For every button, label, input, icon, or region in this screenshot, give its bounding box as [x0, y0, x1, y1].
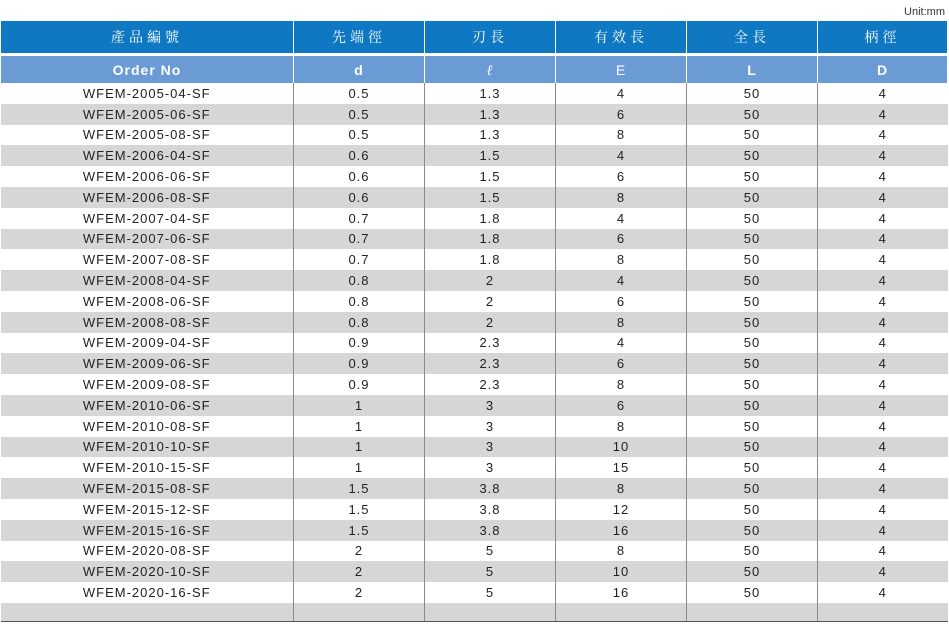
table-row: [1, 83, 948, 104]
cell-d-shank: 4: [818, 312, 948, 333]
cell-empty: [1, 603, 294, 622]
table-row: [1, 582, 948, 603]
cell-e: 6: [556, 291, 687, 312]
cell-e: 15: [556, 457, 687, 478]
cell-l-small: 3: [425, 457, 556, 478]
cell-l-small: 1.5: [425, 166, 556, 187]
cell-l: 50: [687, 437, 818, 458]
header-d: d: [294, 56, 425, 83]
cell-order-no: WFEM-2015-08-SF: [1, 478, 294, 499]
cell-d: 0.5: [294, 104, 425, 125]
cell-d: 0.9: [294, 374, 425, 395]
cell-d-shank: 4: [818, 541, 948, 562]
cell-d-shank: 4: [818, 270, 948, 291]
cell-l: 50: [687, 249, 818, 270]
unit-label: Unit:mm: [904, 6, 945, 18]
cell-d-shank: 4: [818, 499, 948, 520]
cell-e: 8: [556, 187, 687, 208]
cell-d-shank: 4: [818, 416, 948, 437]
table-row: [1, 416, 948, 437]
spec-table: [0, 21, 948, 622]
table-row: [1, 395, 948, 416]
cell-d: 1.5: [294, 520, 425, 541]
cell-d-shank: 4: [818, 229, 948, 250]
cell-order-no: WFEM-2015-12-SF: [1, 499, 294, 520]
cell-empty: [294, 603, 425, 622]
table-body: [1, 83, 948, 621]
cell-order-no: WFEM-2020-10-SF: [1, 561, 294, 582]
cell-d-shank: 4: [818, 582, 948, 603]
table-row: [1, 166, 948, 187]
cell-order-no: WFEM-2008-06-SF: [1, 291, 294, 312]
cell-l: 50: [687, 333, 818, 354]
cell-d-shank: 4: [818, 353, 948, 374]
cell-empty: [556, 603, 687, 622]
cell-l: 50: [687, 166, 818, 187]
cell-d-shank: 4: [818, 478, 948, 499]
cell-l: 50: [687, 208, 818, 229]
table-row: [1, 312, 948, 333]
cell-l-small: 1.8: [425, 249, 556, 270]
header-row-en: [1, 56, 948, 83]
cell-e: 10: [556, 561, 687, 582]
cell-d: 2: [294, 582, 425, 603]
cell-e: 4: [556, 270, 687, 291]
cell-order-no: WFEM-2020-16-SF: [1, 582, 294, 603]
cell-l: 50: [687, 145, 818, 166]
table-row: [1, 478, 948, 499]
table-row: [1, 291, 948, 312]
cell-d-shank: 4: [818, 457, 948, 478]
header-l-small: ℓ: [425, 56, 556, 83]
table-row: [1, 561, 948, 582]
cell-d-shank: 4: [818, 333, 948, 354]
cell-d-shank: 4: [818, 187, 948, 208]
table-row: [1, 541, 948, 562]
cell-e: 16: [556, 520, 687, 541]
table-row: [1, 270, 948, 291]
cell-l-small: 2: [425, 291, 556, 312]
cell-d: 1.5: [294, 499, 425, 520]
table-row: [1, 520, 948, 541]
cell-l-small: 5: [425, 541, 556, 562]
cell-d-shank: 4: [818, 520, 948, 541]
cell-e: 6: [556, 353, 687, 374]
cell-e: 6: [556, 229, 687, 250]
cell-d: 2: [294, 561, 425, 582]
cell-d-shank: 4: [818, 437, 948, 458]
cell-e: 8: [556, 312, 687, 333]
cell-order-no: WFEM-2007-04-SF: [1, 208, 294, 229]
header-d-shank: D: [818, 56, 948, 83]
cell-d-shank: 4: [818, 104, 948, 125]
cell-l-small: 5: [425, 561, 556, 582]
cell-order-no: WFEM-2015-16-SF: [1, 520, 294, 541]
cell-l: 50: [687, 395, 818, 416]
table-row: [1, 457, 948, 478]
cell-order-no: WFEM-2010-06-SF: [1, 395, 294, 416]
header-l: L: [687, 56, 818, 83]
header-shank-diameter-zh: 柄徑: [818, 21, 948, 53]
cell-d: 1: [294, 395, 425, 416]
header-row-zh: [1, 21, 948, 53]
table-row: [1, 499, 948, 520]
cell-l: 50: [687, 416, 818, 437]
cell-e: 4: [556, 83, 687, 104]
cell-e: 8: [556, 416, 687, 437]
cell-d-shank: 4: [818, 83, 948, 104]
cell-e: 4: [556, 145, 687, 166]
cell-order-no: WFEM-2010-08-SF: [1, 416, 294, 437]
header-order-no-zh: 產品編號: [1, 21, 294, 53]
cell-empty: [425, 603, 556, 622]
cell-l-small: 5: [425, 582, 556, 603]
cell-l-small: 2: [425, 312, 556, 333]
cell-l: 50: [687, 561, 818, 582]
cell-empty: [687, 603, 818, 622]
cell-e: 4: [556, 333, 687, 354]
cell-l: 50: [687, 125, 818, 146]
cell-order-no: WFEM-2005-06-SF: [1, 104, 294, 125]
cell-order-no: WFEM-2010-15-SF: [1, 457, 294, 478]
cell-order-no: WFEM-2006-08-SF: [1, 187, 294, 208]
table-row: [1, 145, 948, 166]
cell-d: 0.9: [294, 353, 425, 374]
cell-order-no: WFEM-2009-04-SF: [1, 333, 294, 354]
cell-d-shank: 4: [818, 166, 948, 187]
cell-e: 8: [556, 374, 687, 395]
cell-order-no: WFEM-2009-06-SF: [1, 353, 294, 374]
cell-l-small: 1.3: [425, 125, 556, 146]
table-row: [1, 229, 948, 250]
cell-e: 10: [556, 437, 687, 458]
cell-l-small: 2.3: [425, 333, 556, 354]
table-row: [1, 249, 948, 270]
cell-l: 50: [687, 291, 818, 312]
cell-l-small: 3: [425, 416, 556, 437]
cell-l: 50: [687, 582, 818, 603]
cell-d: 1.5: [294, 478, 425, 499]
cell-l: 50: [687, 353, 818, 374]
header-order-no-en: Order No: [1, 56, 294, 83]
cell-order-no: WFEM-2008-08-SF: [1, 312, 294, 333]
header-flute-length-zh: 刃長: [425, 21, 556, 53]
cell-l: 50: [687, 499, 818, 520]
cell-d-shank: 4: [818, 249, 948, 270]
cell-e: 8: [556, 125, 687, 146]
cell-d: 0.8: [294, 312, 425, 333]
cell-d: 1: [294, 437, 425, 458]
cell-l-small: 2: [425, 270, 556, 291]
cell-d: 2: [294, 541, 425, 562]
cell-order-no: WFEM-2006-04-SF: [1, 145, 294, 166]
cell-l: 50: [687, 457, 818, 478]
cell-d-shank: 4: [818, 125, 948, 146]
table-row: [1, 333, 948, 354]
cell-l-small: 2.3: [425, 353, 556, 374]
cell-e: 16: [556, 582, 687, 603]
cell-d: 1: [294, 416, 425, 437]
table-row: [1, 104, 948, 125]
cell-l: 50: [687, 270, 818, 291]
cell-l-small: 1.3: [425, 83, 556, 104]
table-row: [1, 353, 948, 374]
table-row-empty: [1, 603, 948, 622]
cell-e: 4: [556, 208, 687, 229]
cell-l: 50: [687, 374, 818, 395]
cell-l: 50: [687, 312, 818, 333]
cell-d-shank: 4: [818, 145, 948, 166]
cell-d-shank: 4: [818, 291, 948, 312]
cell-d-shank: 4: [818, 208, 948, 229]
cell-l-small: 1.8: [425, 208, 556, 229]
cell-d: 0.5: [294, 83, 425, 104]
cell-l-small: 1.5: [425, 187, 556, 208]
cell-order-no: WFEM-2006-06-SF: [1, 166, 294, 187]
cell-order-no: WFEM-2010-10-SF: [1, 437, 294, 458]
cell-d: 0.6: [294, 145, 425, 166]
header-effective-length-zh: 有效長: [556, 21, 687, 53]
cell-d: 0.5: [294, 125, 425, 146]
table-row: [1, 187, 948, 208]
cell-d: 0.6: [294, 187, 425, 208]
cell-d: 0.9: [294, 333, 425, 354]
cell-order-no: WFEM-2009-08-SF: [1, 374, 294, 395]
cell-l: 50: [687, 104, 818, 125]
table-row: [1, 125, 948, 146]
cell-l: 50: [687, 229, 818, 250]
header-e: E: [556, 56, 687, 83]
cell-order-no: WFEM-2005-08-SF: [1, 125, 294, 146]
cell-d-shank: 4: [818, 374, 948, 395]
cell-l: 50: [687, 541, 818, 562]
cell-d: 0.7: [294, 208, 425, 229]
cell-l-small: 2.3: [425, 374, 556, 395]
cell-l-small: 1.5: [425, 145, 556, 166]
cell-l-small: 1.3: [425, 104, 556, 125]
header-overall-length-zh: 全長: [687, 21, 818, 53]
cell-order-no: WFEM-2007-06-SF: [1, 229, 294, 250]
cell-e: 8: [556, 541, 687, 562]
table-row: [1, 437, 948, 458]
cell-empty: [818, 603, 948, 622]
cell-l-small: 3.8: [425, 499, 556, 520]
table-row: [1, 374, 948, 395]
cell-d-shank: 4: [818, 395, 948, 416]
cell-e: 8: [556, 249, 687, 270]
cell-d: 1: [294, 457, 425, 478]
header-tip-diameter-zh: 先端徑: [294, 21, 425, 53]
cell-e: 6: [556, 166, 687, 187]
cell-l-small: 3.8: [425, 478, 556, 499]
cell-order-no: WFEM-2008-04-SF: [1, 270, 294, 291]
cell-d: 0.7: [294, 249, 425, 270]
cell-d: 0.7: [294, 229, 425, 250]
cell-l: 50: [687, 520, 818, 541]
cell-l: 50: [687, 187, 818, 208]
cell-e: 6: [556, 104, 687, 125]
cell-order-no: WFEM-2005-04-SF: [1, 83, 294, 104]
cell-l-small: 3: [425, 437, 556, 458]
cell-e: 12: [556, 499, 687, 520]
cell-l: 50: [687, 478, 818, 499]
cell-d-shank: 4: [818, 561, 948, 582]
cell-d: 0.8: [294, 270, 425, 291]
table-row: [1, 208, 948, 229]
cell-l-small: 1.8: [425, 229, 556, 250]
cell-e: 8: [556, 478, 687, 499]
cell-l-small: 3: [425, 395, 556, 416]
cell-order-no: WFEM-2007-08-SF: [1, 249, 294, 270]
cell-d: 0.6: [294, 166, 425, 187]
cell-d: 0.8: [294, 291, 425, 312]
cell-order-no: WFEM-2020-08-SF: [1, 541, 294, 562]
cell-l: 50: [687, 83, 818, 104]
cell-l-small: 3.8: [425, 520, 556, 541]
cell-e: 6: [556, 395, 687, 416]
